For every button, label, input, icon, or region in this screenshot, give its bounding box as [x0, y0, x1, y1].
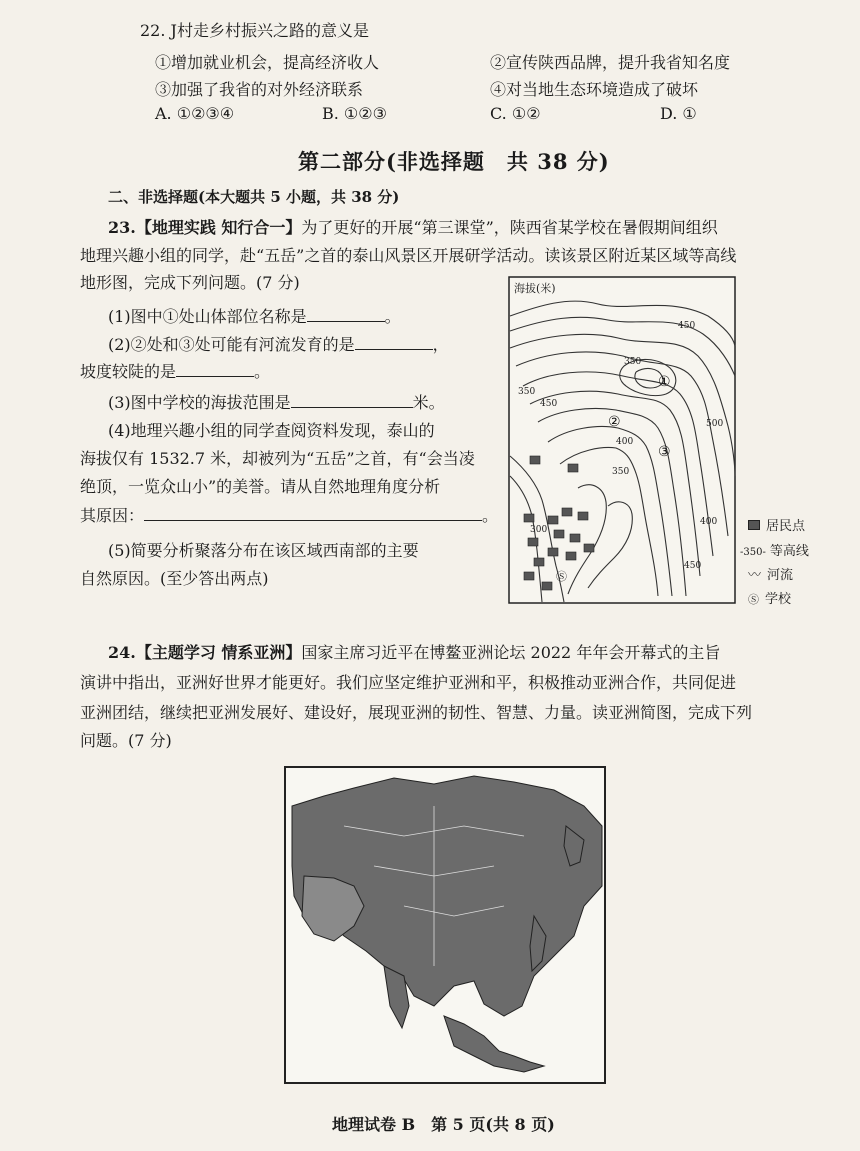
contour-label: 400: [616, 437, 634, 447]
answer-blank-3[interactable]: [291, 389, 413, 408]
contour-sample: -350-: [740, 547, 766, 558]
contour-label: 300: [530, 525, 548, 535]
legend-river: 〰 河流: [748, 568, 794, 583]
q24-intro-line-4: 问题。(7 分): [80, 731, 172, 750]
q22-choice-c: C. ①②: [490, 104, 541, 123]
q24-tag: 24.【主题学习 情系亚洲】: [108, 643, 302, 662]
q22-stem: 22. J村走乡村振兴之路的意义是: [140, 21, 369, 40]
q23-part-3: (3)图中学校的海拔范围是 米。: [108, 389, 445, 413]
q23-part-2b: 坡度较陡的是 。: [80, 358, 270, 382]
map-title: 海拔(米): [514, 282, 556, 295]
q23-part-4b: 海拔仅有 1532.7 米，却被列为“五岳”之首，有“会当凌: [80, 449, 475, 468]
q23-intro-line-1: 23.【地理实践 知行合一】为了更好的开展“第三课堂”，陕西省某学校在暑假期间组织: [108, 218, 718, 237]
answer-blank-1[interactable]: [307, 303, 385, 322]
settlement-icon: [748, 520, 760, 530]
q23-intro-line-3: 地形图，完成下列问题。(7 分): [80, 273, 300, 292]
contour-label: 350: [518, 387, 536, 397]
legend-school: Ⓢ 学校: [748, 592, 792, 607]
river-icon: 〰: [748, 568, 762, 583]
contour-label: 450: [540, 399, 558, 409]
q22-option-2: ②宣传陕西品牌，提升我省知名度: [490, 53, 731, 72]
section-2-heading: 二、非选择题(本大题共 5 小题，共 38 分): [108, 188, 400, 206]
q22-option-4: ④对当地生态环境造成了破坏: [490, 80, 699, 99]
school-icon: Ⓢ: [748, 593, 759, 606]
legend-settlement: 居民点: [748, 515, 805, 534]
q23-part-2a: (2)②处和③处可能有河流发育的是 ，: [108, 331, 449, 355]
q23-part-5b: 自然原因。(至少答出两点): [80, 569, 269, 588]
q23-part-4a: (4)地理兴趣小组的同学查阅资料发现，泰山的: [108, 421, 435, 440]
page-footer: 地理试卷 B 第 5 页(共 8 页): [332, 1115, 555, 1134]
marker-3: ③: [658, 444, 671, 460]
marker-1: ①: [658, 374, 671, 390]
answer-blank-4[interactable]: [144, 502, 482, 521]
q24-intro-line-2: 演讲中指出，亚洲好世界才能更好。我们应坚定维护亚洲和平，积极推动亚洲合作，共同促进: [80, 673, 737, 692]
contour-label: 400: [700, 517, 718, 527]
part-2-title: 第二部分(非选择题 共 38 分): [298, 149, 610, 174]
contour-label: 450: [678, 321, 696, 331]
q24-intro-line-3: 亚洲团结，继续把亚洲发展好、建设好，展现亚洲的韧性、智慧、力量。读亚洲简图，完成下列: [80, 703, 753, 722]
q22-choice-b: B. ①②③: [322, 104, 387, 123]
contour-label: 450: [684, 561, 702, 571]
q24-intro-line-1: 24.【主题学习 情系亚洲】国家主席习近平在博鳌亚洲论坛 2022 年年会开幕式的主旨: [108, 643, 721, 662]
marker-2: ②: [608, 414, 621, 430]
legend-contour: -350- 等高线: [740, 544, 809, 559]
q23-part-1: (1)图中①处山体部位名称是 。: [108, 303, 401, 327]
q22-choice-d: D. ①: [660, 104, 697, 123]
q23-tag: 23.【地理实践 知行合一】: [108, 218, 302, 237]
q23-part-4d: 其原因： 。: [80, 502, 498, 526]
contour-label: 350: [624, 357, 642, 367]
contour-map: [508, 276, 736, 604]
q23-part-5a: (5)简要分析聚落分布在该区域西南部的主要: [108, 541, 419, 560]
contour-label: 350: [612, 467, 630, 477]
answer-blank-2b[interactable]: [176, 358, 254, 377]
q22-option-3: ③加强了我省的对外经济联系: [155, 80, 364, 99]
school-marker: Ⓢ: [556, 570, 567, 583]
answer-blank-2a[interactable]: [355, 331, 433, 350]
q23-part-4c: 绝顶，一览众山小”的美誉。请从自然地理角度分析: [80, 477, 441, 496]
q22-option-1: ①增加就业机会，提高经济收人: [155, 53, 380, 72]
q22-choice-a: A. ①②③④: [155, 104, 235, 123]
contour-label: 500: [706, 419, 724, 429]
asia-map: [284, 766, 606, 1084]
q23-intro-line-2: 地理兴趣小组的同学，赴“五岳”之首的泰山风景区开展研学活动。读该景区附近某区域等高线: [80, 246, 737, 265]
